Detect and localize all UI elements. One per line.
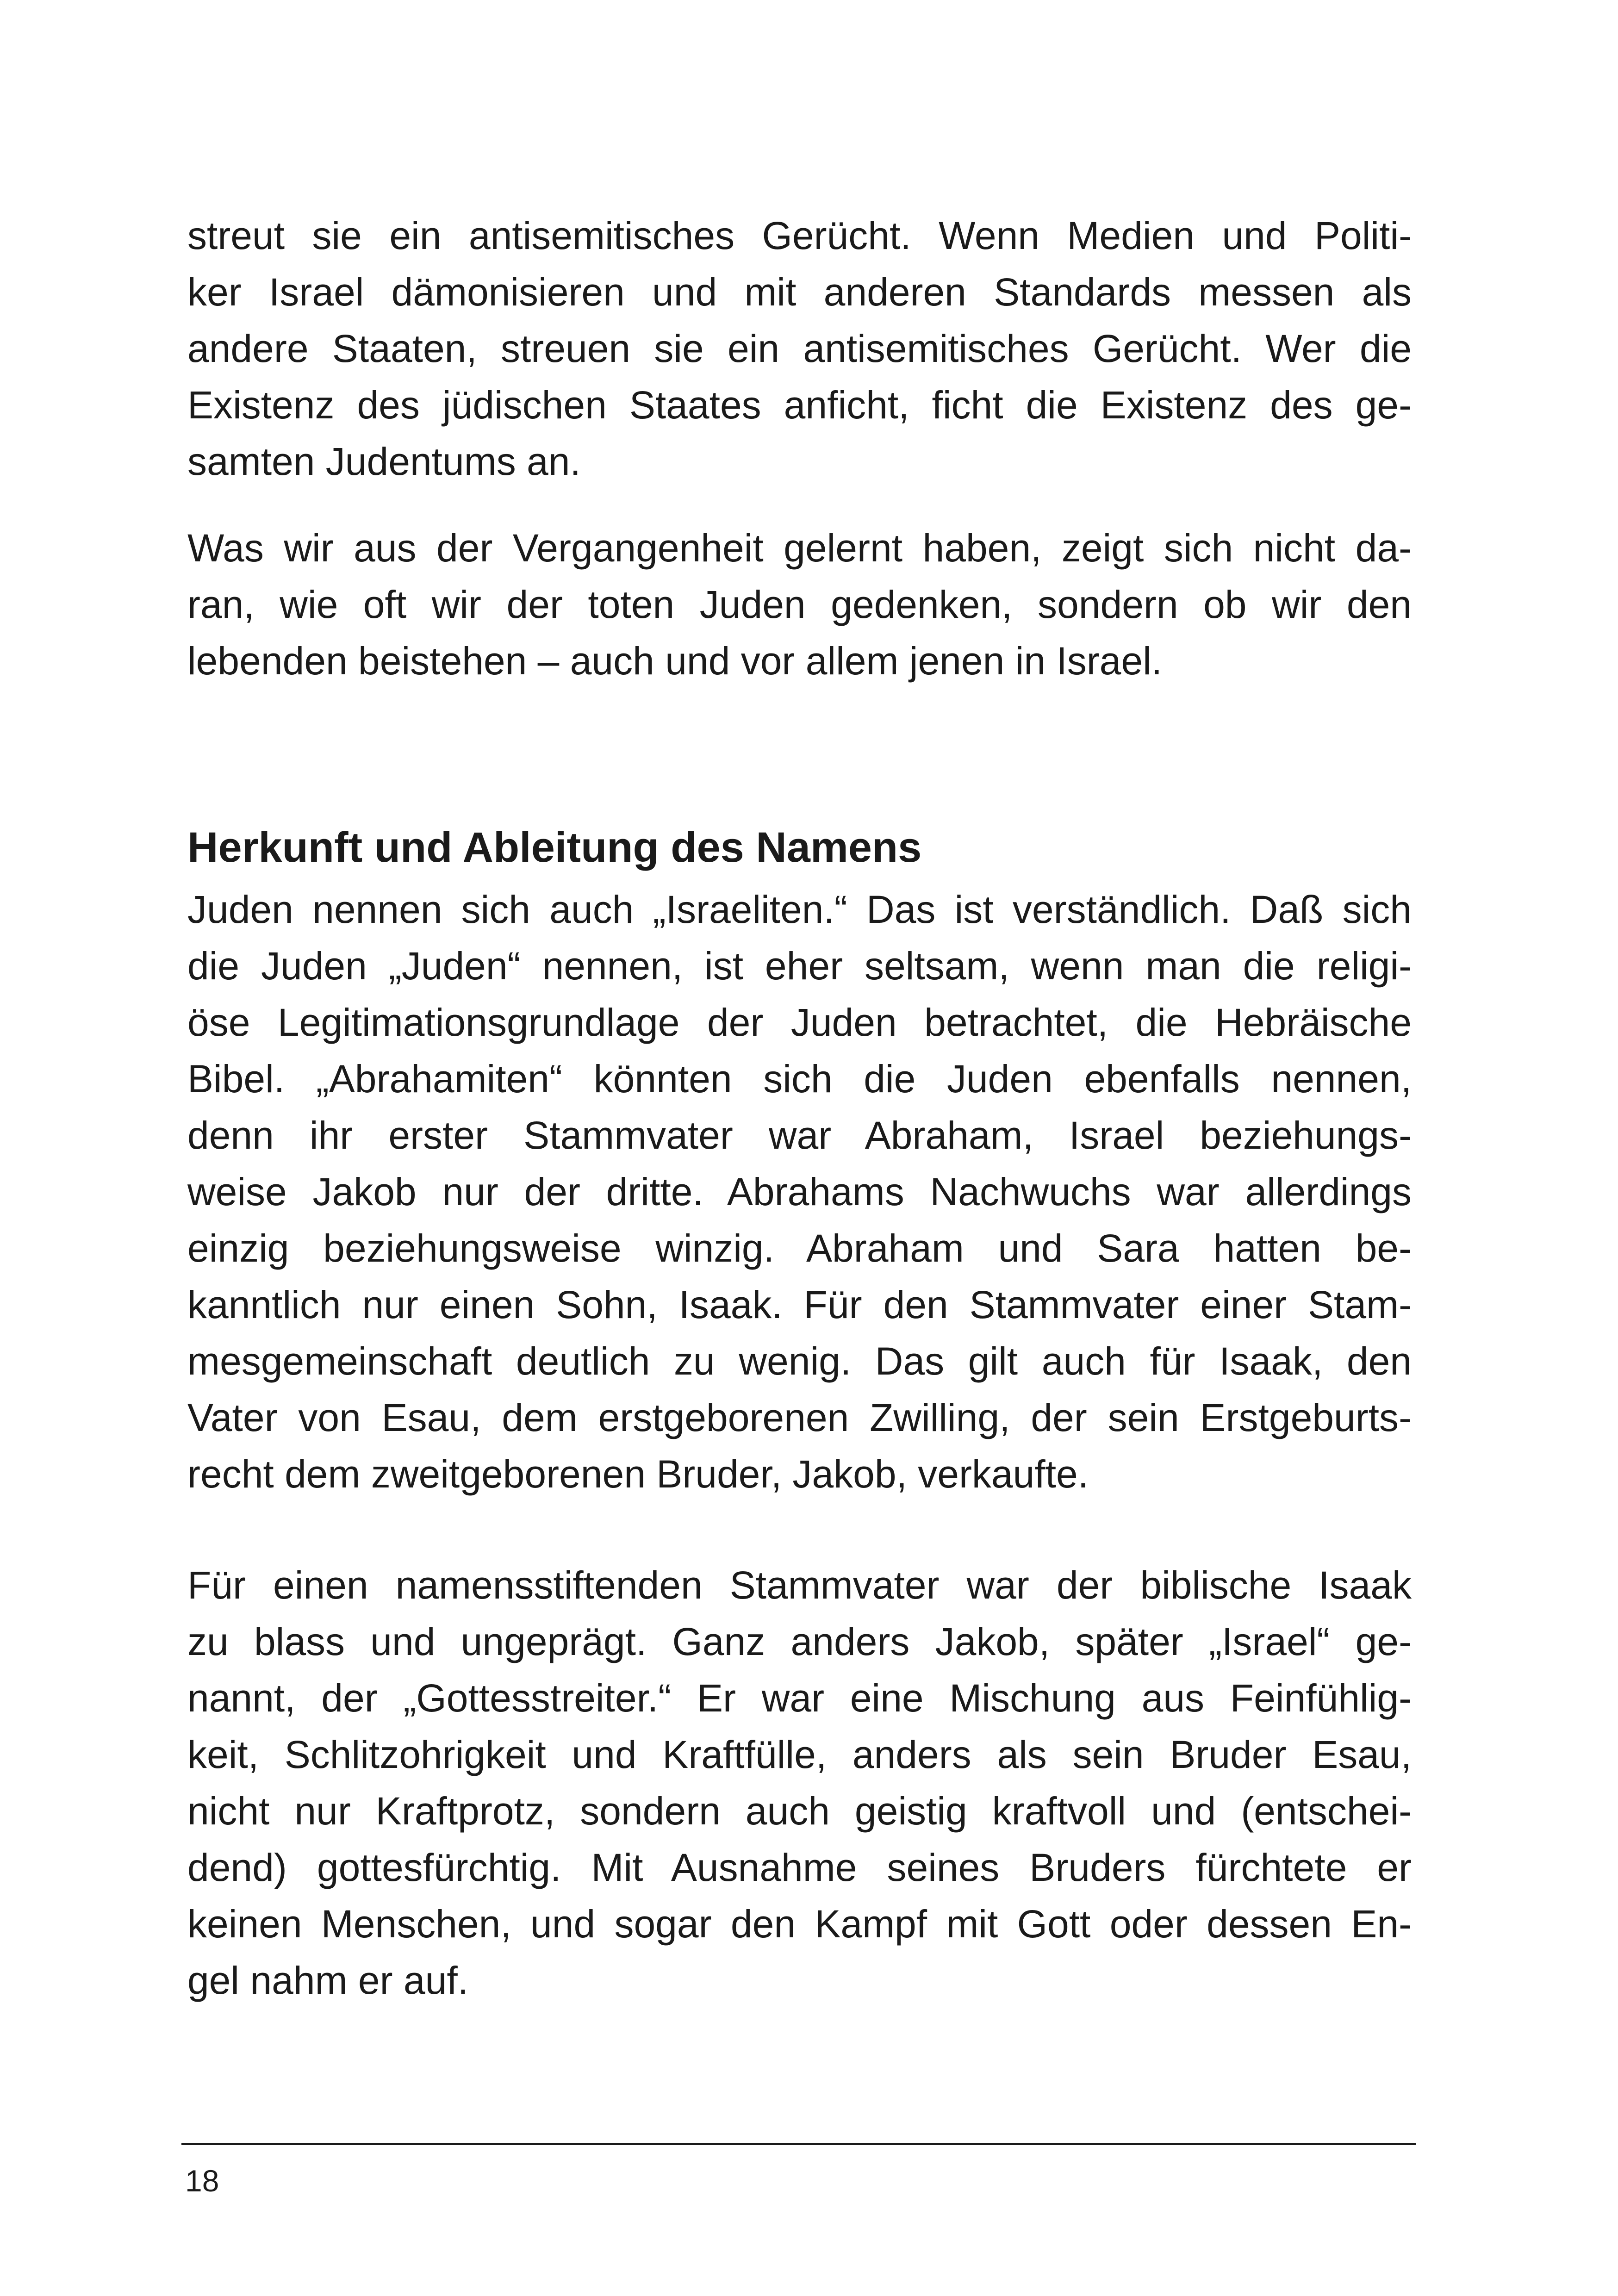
text-line: Was wir aus der Vergangenheit gelernt haben, zeigt sich nicht da- [187,526,1412,570]
text-line: keinen Menschen, und sogar den Kampf mit Gott oder dessen En- [187,1902,1412,1946]
text-line: lebenden beistehen – auch und vor allem jenen in Israel. [187,639,1163,683]
text-line: andere Staaten, streuen sie ein antisemitisches Gerücht. Wer die [187,327,1412,370]
body-paragraph [187,881,1412,1502]
text-line: Existenz des jüdischen Staates anficht, ficht die Existenz des ge- [187,383,1412,427]
body-paragraph [187,1557,1412,2009]
text-line: kanntlich nur einen Sohn, Isaak. Für den Stammvater einer Stam- [187,1283,1412,1326]
text-line: samten Judentums an. [187,440,581,483]
text-line: einzig beziehungsweise winzig. Abraham und Sara hatten be- [187,1226,1412,1270]
text-line: Vater von Esau, dem erstgeborenen Zwilling, der sein Erstgeburts- [187,1396,1412,1439]
page-number: 18 [185,2164,219,2198]
section-heading: Herkunft und Ableitung des Namens [187,824,922,871]
footer-divider [181,2143,1416,2145]
text-line: ker Israel dämonisieren und mit anderen Standards messen als [187,270,1412,314]
text-line: zu blass und ungeprägt. Ganz anders Jakob, später „Israel“ ge- [187,1620,1412,1663]
text-line: recht dem zweitgeborenen Bruder, Jakob, verkaufte. [187,1452,1089,1496]
text-line: dend) gottesfürchtig. Mit Ausnahme seines Bruders fürchtete er [187,1846,1412,1889]
text-line: öse Legitimationsgrundlage der Juden betrachtet, die Hebräische [187,1001,1412,1044]
text-line: keit, Schlitzohrigkeit und Kraftfülle, anders als sein Bruder Esau, [187,1733,1412,1776]
text-line: gel nahm er auf. [187,1959,469,2002]
body-paragraph [187,207,1412,490]
text-line: die Juden „Juden“ nennen, ist eher seltsam, wenn man die religi- [187,944,1412,988]
text-line: denn ihr erster Stammvater war Abraham, Israel beziehungs- [187,1114,1412,1157]
text-line: nicht nur Kraftprotz, sondern auch geistig kraftvoll und (entschei- [187,1789,1412,1833]
text-line: ran, wie oft wir der toten Juden gedenken, sondern ob wir den [187,583,1412,626]
text-line: streut sie ein antisemitisches Gerücht. Wenn Medien und Politi- [187,214,1412,257]
text-line: nannt, der „Gottesstreiter.“ Er war eine Mischung aus Feinfühlig- [187,1676,1412,1720]
text-line: Für einen namensstiftenden Stammvater war der biblische Isaak [187,1563,1412,1607]
text-line: weise Jakob nur der dritte. Abrahams Nachwuchs war allerdings [187,1170,1412,1213]
text-line: Bibel. „Abrahamiten“ könnten sich die Juden ebenfalls nennen, [187,1057,1412,1101]
text-line: Juden nennen sich auch „Israeliten.“ Das ist verständlich. Daß sich [187,888,1412,931]
text-line: mesgemeinschaft deutlich zu wenig. Das gilt auch für Isaak, den [187,1339,1412,1383]
body-paragraph [187,520,1412,689]
